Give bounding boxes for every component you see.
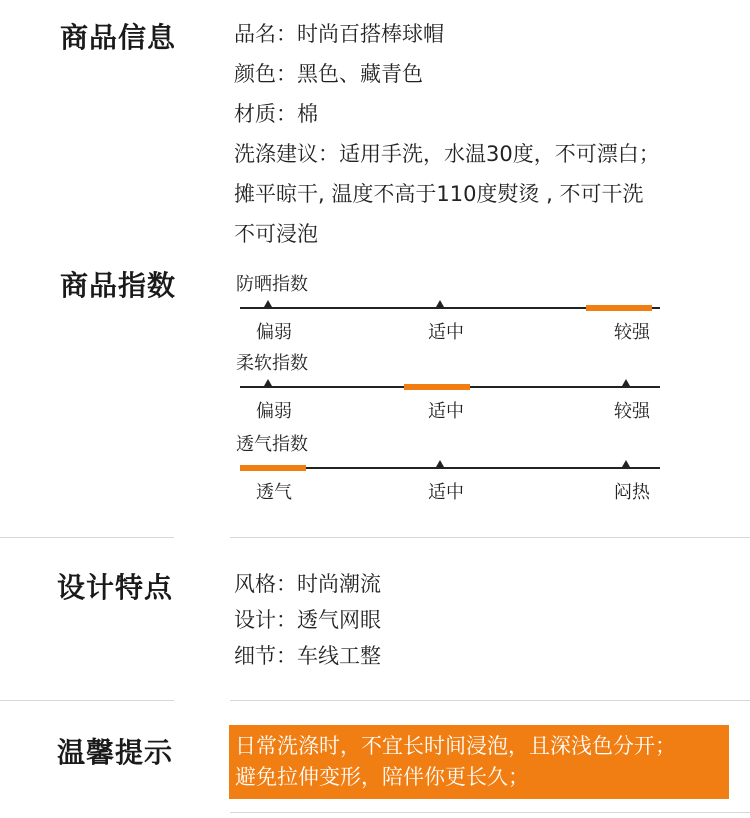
divider-bottom (230, 812, 750, 813)
index-title: 防晒指数 (236, 274, 308, 295)
info-line-material: 材质：棉 (234, 102, 318, 126)
index-marker-icon (622, 379, 630, 386)
product-info-title: 商品信息 (60, 21, 177, 54)
index-marker-icon (264, 300, 272, 307)
index-level-label: 适中 (428, 401, 464, 422)
index-highlight (240, 465, 306, 471)
info-line-name: 品名：时尚百搭棒球帽 (234, 22, 444, 46)
tips-box (229, 725, 729, 799)
index-title: 透气指数 (236, 434, 308, 455)
index-highlight (586, 305, 652, 311)
tips-title: 温馨提示 (57, 736, 174, 769)
design-line-style: 风格：时尚潮流 (234, 572, 381, 596)
index-level-label: 较强 (614, 401, 650, 422)
tip-line-2: 避免拉伸变形，陪伴你更长久； (235, 765, 529, 789)
info-line-washing-1: 洗涤建议：适用手洗，水温30度，不可漂白； (234, 142, 660, 166)
design-title: 设计特点 (57, 571, 174, 604)
index-highlight (404, 384, 470, 390)
index-level-label: 透气 (256, 482, 292, 503)
index-title: 柔软指数 (236, 353, 308, 374)
divider-right-2 (230, 700, 750, 701)
index-level-label: 适中 (428, 322, 464, 343)
index-level-label: 适中 (428, 482, 464, 503)
divider-left-2 (0, 700, 174, 701)
index-level-label: 较强 (614, 322, 650, 343)
info-line-washing-3: 不可浸泡 (234, 222, 318, 246)
product-index-title: 商品指数 (60, 269, 177, 302)
index-marker-icon (264, 379, 272, 386)
info-line-washing-2: 摊平晾干, 温度不高于110度熨烫 , 不可干洗 (234, 182, 644, 206)
index-level-label: 闷热 (614, 482, 650, 503)
info-line-color: 颜色：黑色、藏青色 (234, 62, 423, 86)
design-line-design: 设计：透气网眼 (234, 608, 381, 632)
tip-line-1: 日常洗涤时，不宜长时间浸泡，且深浅色分开； (235, 734, 676, 758)
index-level-label: 偏弱 (256, 401, 292, 422)
index-marker-icon (436, 460, 444, 467)
divider-left (0, 537, 174, 538)
index-marker-icon (622, 460, 630, 467)
index-level-label: 偏弱 (256, 322, 292, 343)
design-line-detail: 细节：车线工整 (234, 644, 381, 668)
divider-right (230, 537, 750, 538)
index-marker-icon (436, 300, 444, 307)
